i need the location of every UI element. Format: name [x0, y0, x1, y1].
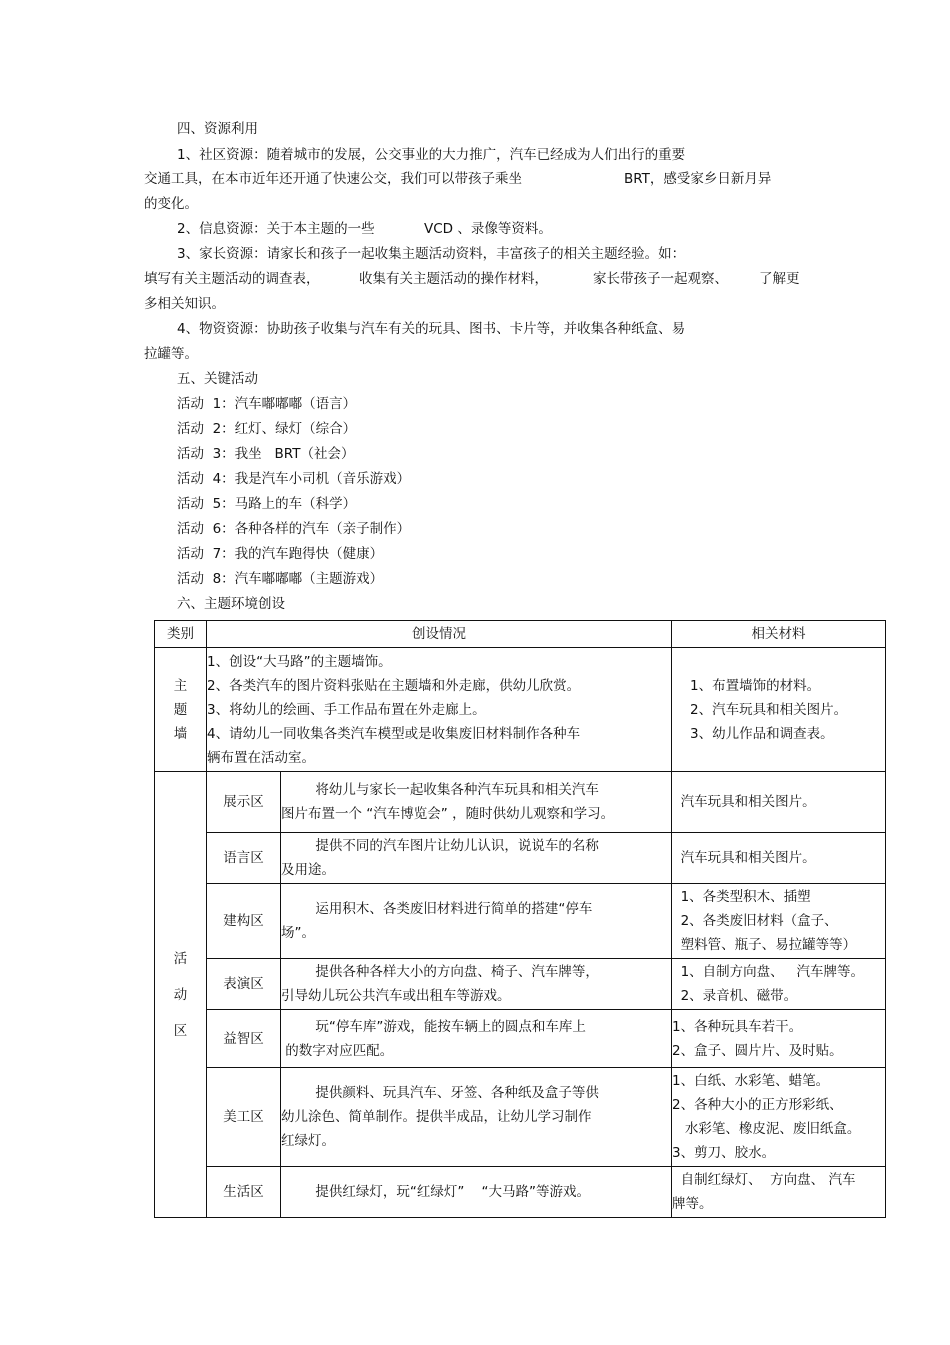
area-setup: 运用积木、各类废旧材料进行简单的搭建“停车 场”。	[281, 884, 672, 959]
activity-item: 活动 6：各种各样的汽车（亲子制作）	[177, 521, 411, 537]
parents-line-1: 3、家长资源：请家长和孩子一起收集主题活动资料，丰富孩子的相关主题经验。如：	[177, 246, 686, 262]
area-materials: 1、各种玩具车若干。 2、盒子、圆片片、及时贴。	[672, 1010, 886, 1068]
community-line-2a: 交通工具，在本市近年还开通了快速公交，我们可以带孩子乘坐	[144, 171, 522, 187]
area-name: 益智区	[207, 1010, 281, 1068]
area-setup: 提供颜料、玩具汽车、牙签、各种纸及盒子等供 幼儿涂色、简单制作。提供半成品，让幼儿学习制作 红绿灯。	[281, 1068, 672, 1167]
table-header-row	[155, 621, 886, 648]
area-setup: 玩“停车库”游戏，能按车辆上的圆点和车库上 的数字对应匹配。	[281, 1010, 672, 1068]
header-category: 类别	[155, 621, 207, 648]
area-materials: 汽车玩具和相关图片。	[672, 833, 886, 884]
activity-item: 活动 8：汽车嘟嘟嘟（主题游戏）	[177, 571, 384, 587]
activity-item: 活动 4：我是汽车小司机（音乐游戏）	[177, 471, 411, 487]
table-row-area	[155, 1010, 886, 1068]
theme-wall-setup: 1、创设“大马路”的主题墙饰。 2、各类汽车的图片资料张贴在主题墙和外走廊，供幼儿欣赏。 3、将幼儿的绘画、手工作品布置在外走廊上。 4、请幼儿一同收集各类汽车模型或是收集废旧材料制作各种车 辆布置在活动室。	[207, 648, 672, 772]
activity-item: 活动 2：红灯、绿灯（综合）	[177, 421, 357, 437]
info-line-part2: VCD 、录像等资料。	[424, 221, 552, 237]
parents-line-2c: 家长带孩子一起观察、	[593, 271, 728, 287]
materials-line-1: 4、物资资源：协助孩子收集与汽车有关的玩具、图书、卡片等，并收集各种纸盒、易	[177, 321, 686, 337]
area-setup: 提供红绿灯，玩“红绿灯” “大马路”等游戏。	[281, 1167, 672, 1218]
area-name: 建构区	[207, 884, 281, 959]
table-row-area	[155, 959, 886, 1010]
table-row-theme-wall	[155, 648, 886, 772]
theme-wall-category: 主 题 墙	[155, 648, 207, 772]
activity-area-category: 活 动 区	[155, 772, 207, 1218]
materials-line-2: 拉罐等。	[144, 346, 198, 362]
activity-item: 活动 3：我坐 BRT（社会）	[177, 446, 355, 462]
community-line-3: 的变化。	[144, 196, 198, 212]
header-setup: 创设情况	[207, 621, 672, 648]
parents-line-3: 多相关知识。	[144, 296, 225, 312]
area-setup: 提供不同的汽车图片让幼儿认识，说说车的名称 及用途。	[281, 833, 672, 884]
area-name: 展示区	[207, 772, 281, 833]
area-materials: 自制红绿灯、 方向盘、 汽车 牌等。	[672, 1167, 886, 1218]
activity-item: 活动 5：马路上的车（科学）	[177, 496, 357, 512]
section-heading-activities: 五、关键活动	[177, 371, 258, 387]
area-name: 美工区	[207, 1068, 281, 1167]
theme-wall-materials: 1、布置墙饰的材料。 2、汽车玩具和相关图片。 3、幼儿作品和调查表。	[672, 648, 886, 772]
activity-item: 活动 1：汽车嘟嘟嘟（语言）	[177, 396, 357, 412]
section-heading-environment: 六、主题环境创设	[177, 596, 285, 612]
header-materials: 相关材料	[672, 621, 886, 648]
area-setup: 提供各种各样大小的方向盘、椅子、汽车牌等， 引导幼儿玩公共汽车或出租车等游戏。	[281, 959, 672, 1010]
section-heading-resources: 四、资源利用	[177, 121, 258, 137]
area-name: 语言区	[207, 833, 281, 884]
area-materials: 1、白纸、水彩笔、蜡笔。 2、各种大小的正方形彩纸、 水彩笔、橡皮泥、废旧纸盒。 3、剪刀、胶水。	[672, 1068, 886, 1167]
table-row-area	[155, 1167, 886, 1218]
parents-line-2b: 收集有关主题活动的操作材料，	[359, 271, 548, 287]
area-materials: 1、各类型积木、插塑 2、各类废旧材料（盒子、 塑料管、瓶子、易拉罐等等）	[672, 884, 886, 959]
table-row-area	[155, 772, 886, 833]
area-materials: 汽车玩具和相关图片。	[672, 772, 886, 833]
table-row-area	[155, 1068, 886, 1167]
table-row-area	[155, 884, 886, 959]
area-name: 表演区	[207, 959, 281, 1010]
info-line-part1: 2、信息资源：关于本主题的一些	[177, 221, 375, 237]
area-materials: 1、自制方向盘、 汽车牌等。 2、录音机、磁带。	[672, 959, 886, 1010]
parents-line-2d: 了解更	[759, 271, 800, 287]
parents-line-2a: 填写有关主题活动的调查表，	[144, 271, 320, 287]
community-line-2b: BRT，感受家乡日新月异	[624, 171, 772, 187]
table-row-area	[155, 833, 886, 884]
activity-item: 活动 7：我的汽车跑得快（健康）	[177, 546, 384, 562]
area-setup: 将幼儿与家长一起收集各种汽车玩具和相关汽车 图片布置一个 “汽车博览会” ，随时供幼儿观察和学习。	[281, 772, 672, 833]
area-name: 生活区	[207, 1167, 281, 1218]
community-line-1: 1、社区资源：随着城市的发展，公交事业的大力推广，汽车已经成为人们出行的重要	[177, 147, 686, 163]
environment-table	[154, 620, 886, 1218]
